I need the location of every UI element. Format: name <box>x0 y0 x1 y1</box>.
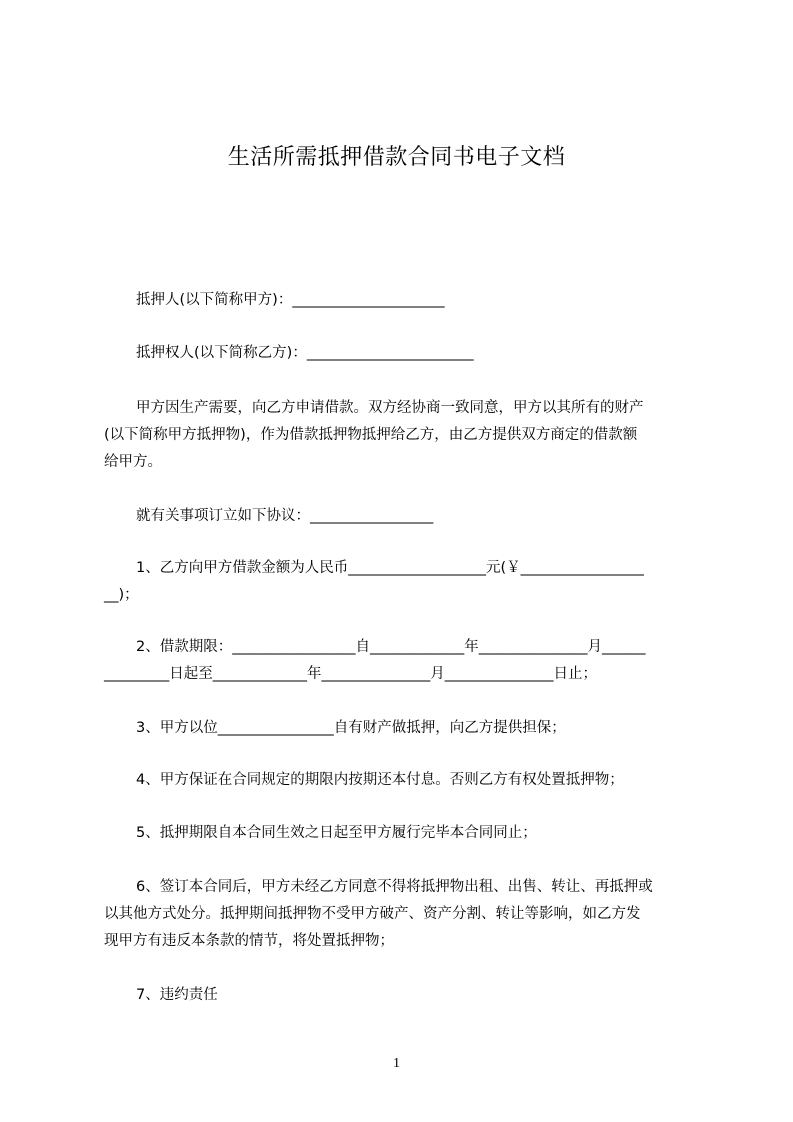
mortgagor-line: 抵押人(以下简称甲方)：_____________________ <box>136 292 445 308</box>
clause-6-line-2: 以其他方式处分。抵押期间抵押物不受甲方破产、资产分割、转让等影响，如乙方发 <box>104 906 641 922</box>
clause-6-line-3: 现甲方有违反本条款的情节，将处置抵押物； <box>104 933 394 949</box>
clause-1-line-1: 1、乙方向甲方借款金额为人民币___________________元(￥_________________ <box>136 560 644 576</box>
clause-7-heading: 7、违约责任 <box>136 987 218 1003</box>
clause-4: 4、甲方保证在合同规定的期限内按期还本付息。否则乙方有权处置抵押物； <box>136 772 624 788</box>
intro-line-2: (以下简称甲方抵押物)，作为借款抵押物抵押给乙方，由乙方提供双方商定的借款额 <box>104 427 638 443</box>
mortgagee-line: 抵押权人(以下简称乙方)：_______________________ <box>136 345 474 361</box>
clause-3: 3、甲方以位________________自有财产做抵押，向乙方提供担保； <box>136 720 566 736</box>
page-number: 1 <box>393 1056 400 1071</box>
clause-2-line-1: 2、借款期限：_________________自_____________年_______________月______ <box>136 639 646 655</box>
agreement-line: 就有关事项订立如下协议：_________________ <box>136 508 434 524</box>
clause-2-line-2: _________日起至_____________年_______________月_______________日止； <box>104 666 597 682</box>
document-title: 生活所需抵押借款合同书电子文档 <box>227 145 566 170</box>
intro-line-1: 甲方因生产需要，向乙方申请借款。双方经协商一致同意，甲方以其所有的财产 <box>136 400 644 416</box>
clause-6-line-1: 6、签订本合同后，甲方未经乙方同意不得将抵押物出租、出售、转让、再抵押或 <box>136 879 653 895</box>
clause-1-line-2: __)； <box>104 587 139 603</box>
clause-5: 5、抵押期限自本合同生效之日起至甲方履行完毕本合同同止； <box>136 825 537 841</box>
intro-line-3: 给甲方。 <box>104 454 162 470</box>
